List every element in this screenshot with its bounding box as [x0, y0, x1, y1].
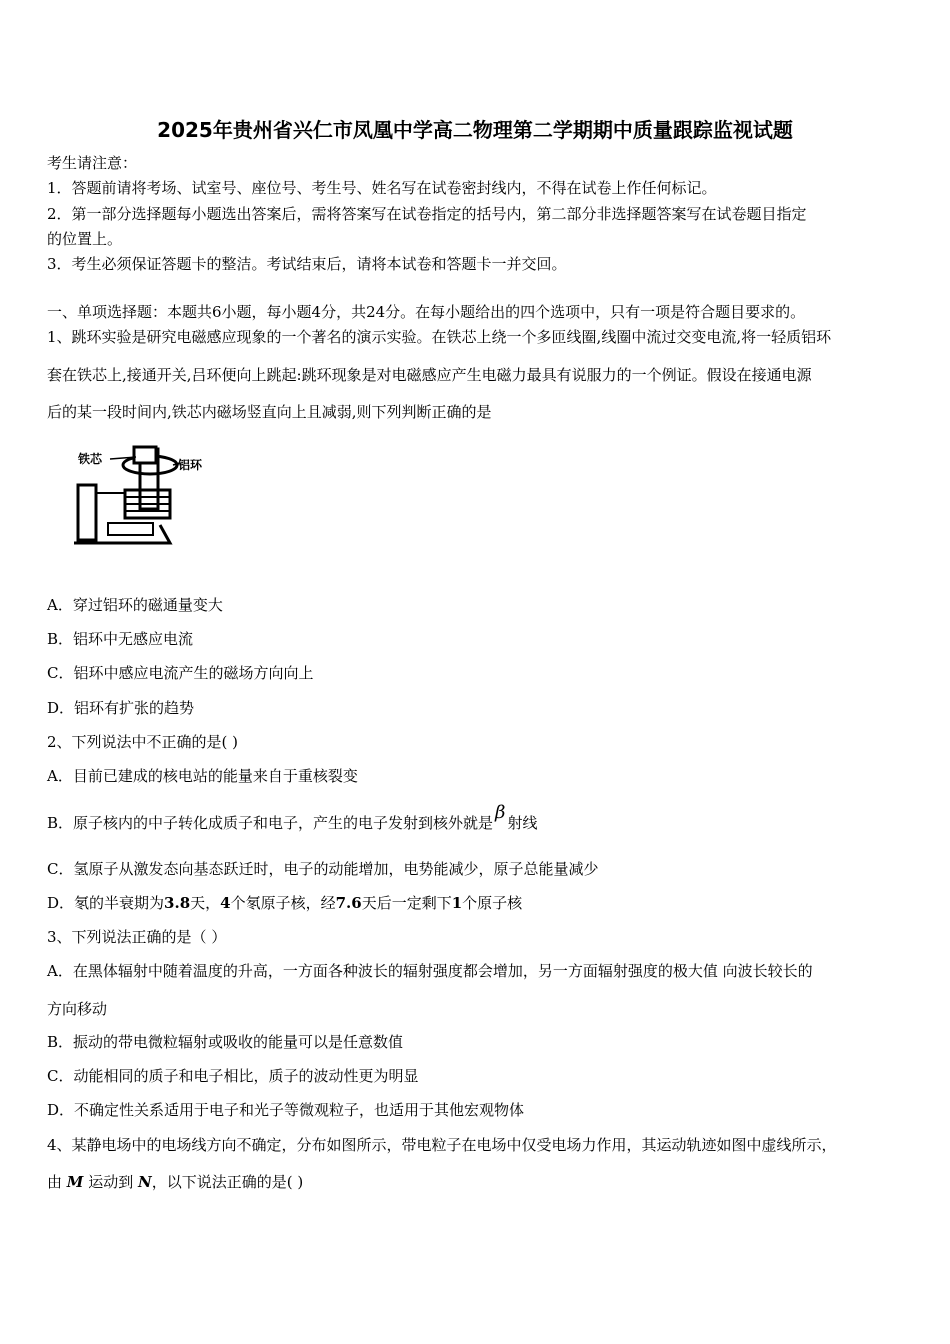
q2-option-b — [47, 802, 538, 833]
q2-option-b-text: B．原子核内的中子转化成质子和电子，产生的电子发射到核外就是 — [47, 814, 494, 832]
q2-option-d-text-1: D．氡的半衰期为 — [47, 894, 165, 912]
q3-option-c: C．动能相同的质子和电子相比，质子的波动性更为明显 — [47, 1067, 419, 1085]
q3-option-b: B．振动的带电微粒辐射或吸收的能量可以是任意数值 — [47, 1033, 404, 1051]
notice-item-2: 2．第一部分选择题每小题选出答案后，需将答案写在试卷指定的括号内，第二部分非选择题答案写在试卷题目指定 — [47, 205, 807, 223]
q3-option-a-cont: 方向移动 — [47, 1000, 108, 1018]
beta-symbol: β — [495, 802, 506, 823]
notice-heading: 考生请注意： — [47, 154, 138, 172]
q2-optD-num-3: 7.6 — [335, 894, 362, 912]
q3-option-a: A．在黑体辐射中随着温度的升高，一方面各种波长的辐射强度都会增加，另一方面辐射强度的极大值 向波长较长的 — [47, 962, 813, 980]
point-m: M — [66, 1173, 84, 1191]
q1-option-b: B．铝环中无感应电流 — [47, 630, 194, 648]
q1-stem-line-1: 1、跳环实验是研究电磁感应现象的一个著名的演示实验。在铁芯上绕一个多匝线圈,线圈中流过交变电流,将一轻质铝环 — [47, 328, 832, 346]
q4-text-2: 运动到 — [88, 1173, 134, 1191]
q2-optD-num-2: 4 — [220, 894, 231, 912]
jumping-ring-figure — [70, 445, 210, 550]
ring-label: 铝环 — [178, 458, 203, 472]
q1-stem-line-3: 后的某一段时间内,铁芯内磁场竖直向上且减弱,则下列判断正确的是 — [47, 403, 492, 421]
section-heading: 一、单项选择题：本题共6小题，每小题4分，共24分。在每小题给出的四个选项中，只有一项是符合题目要求的。 — [47, 303, 806, 321]
q2-stem: 2、下列说法中不正确的是( ) — [47, 733, 239, 751]
q1-option-c: C．铝环中感应电流产生的磁场方向向上 — [47, 664, 314, 682]
q4-text-3: ，以下说法正确的是( ) — [151, 1173, 304, 1191]
q2-option-a: A．目前已建成的核电站的能量来自于重核裂变 — [47, 767, 358, 785]
notice-item-2-cont: 的位置上。 — [47, 230, 123, 248]
q3-stem: 3、下列说法正确的是（ ） — [47, 928, 227, 946]
q2-option-d-text-5: 个原子核 — [462, 894, 523, 912]
q1-stem-line-2: 套在铁芯上,接通开关,吕环便向上跳起:跳环现象是对电磁感应产生电磁力最具有说服力的一个例证。假设在接通电源 — [47, 366, 812, 384]
q2-option-d — [47, 892, 522, 913]
q4-stem-line-1: 4、某静电场中的电场线方向不确定，分布如图所示，带电粒子在电场中仅受电场力作用，其运动轨迹如图中虚线所示， — [47, 1136, 837, 1154]
q4-text-1: 由 — [47, 1173, 63, 1191]
q1-option-a: A．穿过铝环的磁通量变大 — [47, 596, 223, 614]
notice-item-3: 3．考生必须保证答题卡的整洁。考试结束后，请将本试卷和答题卡一并交回。 — [47, 255, 567, 273]
q2-option-b-suffix: 射线 — [507, 814, 538, 832]
notice-item-1: 1．答题前请将考场、试室号、座位号、考生号、姓名写在试卷密封线内，不得在试卷上作任何标记。 — [47, 179, 717, 197]
q3-option-d: D．不确定性关系适用于电子和光子等微观粒子，也适用于其他宏观物体 — [47, 1101, 525, 1119]
q2-option-d-text-2: 天， — [190, 894, 221, 912]
q4-stem-line-2 — [47, 1171, 303, 1192]
q2-optD-num-1: 3.8 — [164, 894, 191, 912]
point-n: N — [137, 1173, 152, 1191]
core-label: 铁芯 — [78, 452, 103, 466]
q2-option-d-text-4: 天后一定剩下 — [361, 894, 452, 912]
page-title: 2025年贵州省兴仁市凤凰中学高二物理第二学期期中质量跟踪监视试题 — [157, 118, 793, 142]
q2-optD-num-4: 1 — [451, 894, 463, 912]
q2-option-c: C．氢原子从激发态向基态跃迁时，电子的动能增加，电势能减少，原子总能量减少 — [47, 860, 599, 878]
q1-option-d: D．铝环有扩张的趋势 — [47, 699, 195, 717]
q2-option-d-text-3: 个氡原子核，经 — [230, 894, 336, 912]
